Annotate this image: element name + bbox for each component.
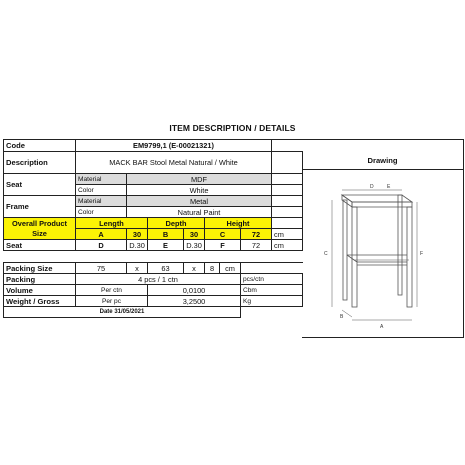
seat-dim-label: Seat: [4, 240, 76, 251]
seat-front-shape: [352, 202, 412, 207]
leg-back-left: [343, 200, 347, 300]
seat-top-shape: [342, 195, 412, 202]
dim-f-letter: F: [205, 240, 241, 251]
dim-label-f: F: [420, 251, 424, 257]
seat-color: White: [127, 185, 272, 196]
packing-label: Packing: [4, 274, 76, 285]
sheet-title: ITEM DESCRIPTION / DETAILS: [169, 123, 296, 133]
spec-table: [3, 139, 303, 318]
seat-material-label: Material: [76, 174, 127, 185]
length-header: Length: [76, 218, 148, 229]
seat-color-label: Color: [76, 185, 127, 196]
dim-label-e: E: [387, 184, 391, 190]
weight-value: 3,2500: [148, 296, 241, 307]
packing-size-label: Packing Size: [4, 263, 76, 274]
leg-back-right: [398, 195, 402, 295]
drawing-panel: [302, 139, 464, 338]
frame-label: Frame: [4, 196, 76, 218]
packing-size-length: 75: [76, 263, 127, 274]
dim-label-a: A: [380, 324, 384, 330]
height-header: Height: [205, 218, 272, 229]
volume-value: 0,0100: [148, 285, 241, 296]
packing-size-width: 63: [148, 263, 184, 274]
dim-b-value: 30: [184, 229, 205, 240]
packing-size-unit: cm: [220, 263, 241, 274]
dim-a-letter: A: [76, 229, 127, 240]
dim-label-b: B: [340, 314, 344, 320]
code-value: EM9799,1 (E-00021321): [76, 140, 272, 152]
dim-c-letter: C: [205, 229, 241, 240]
frame-material-label: Material: [76, 196, 127, 207]
packing-value: 4 pcs / 1 ctn: [76, 274, 241, 285]
packing-size-height: 8: [205, 263, 220, 274]
dim-d-value: D.30: [127, 240, 148, 251]
leg-front-right: [407, 207, 412, 307]
frame-color: Natural Paint: [127, 207, 272, 218]
dim-c-value: 72: [241, 229, 272, 240]
frame-color-label: Color: [76, 207, 127, 218]
packing-size-x1: x: [127, 263, 148, 274]
dim-d-letter: D: [76, 240, 127, 251]
weight-label: Weight / Gross: [4, 296, 76, 307]
drawing-title: Drawing: [367, 156, 398, 165]
depth-header: Depth: [148, 218, 205, 229]
bar-stool-drawing: [302, 180, 462, 335]
weight-per: Per pc: [76, 296, 148, 307]
dim-e-value: D.30: [184, 240, 205, 251]
dim-f-value: 72: [241, 240, 272, 251]
packing-size-x2: x: [184, 263, 205, 274]
volume-per: Per ctn: [76, 285, 148, 296]
dim-overall-unit: cm: [272, 229, 303, 240]
frame-material: Metal: [127, 196, 272, 207]
dim-b-letter: B: [148, 229, 184, 240]
dim-a-value: 30: [127, 229, 148, 240]
dim-label-c: C: [324, 251, 328, 257]
volume-unit: Cbm: [241, 285, 303, 296]
description-value: MACK BAR Stool Metal Natural / White: [76, 152, 272, 174]
seat-material: MDF: [127, 174, 272, 185]
overall-size-header: Overall Product Size: [4, 218, 76, 240]
weight-unit: Kg: [241, 296, 303, 307]
description-label: Description: [4, 152, 76, 174]
dim-seat-unit: cm: [272, 240, 303, 251]
seat-label: Seat: [4, 174, 76, 196]
dim-e-letter: E: [148, 240, 184, 251]
code-label: Code: [4, 140, 76, 152]
packing-unit: pcs/ctn: [241, 274, 303, 285]
leg-front-left: [352, 207, 357, 307]
date-stamp: Date 31/05/2021: [4, 307, 241, 318]
volume-label: Volume: [4, 285, 76, 296]
dim-label-d: D: [370, 184, 374, 190]
